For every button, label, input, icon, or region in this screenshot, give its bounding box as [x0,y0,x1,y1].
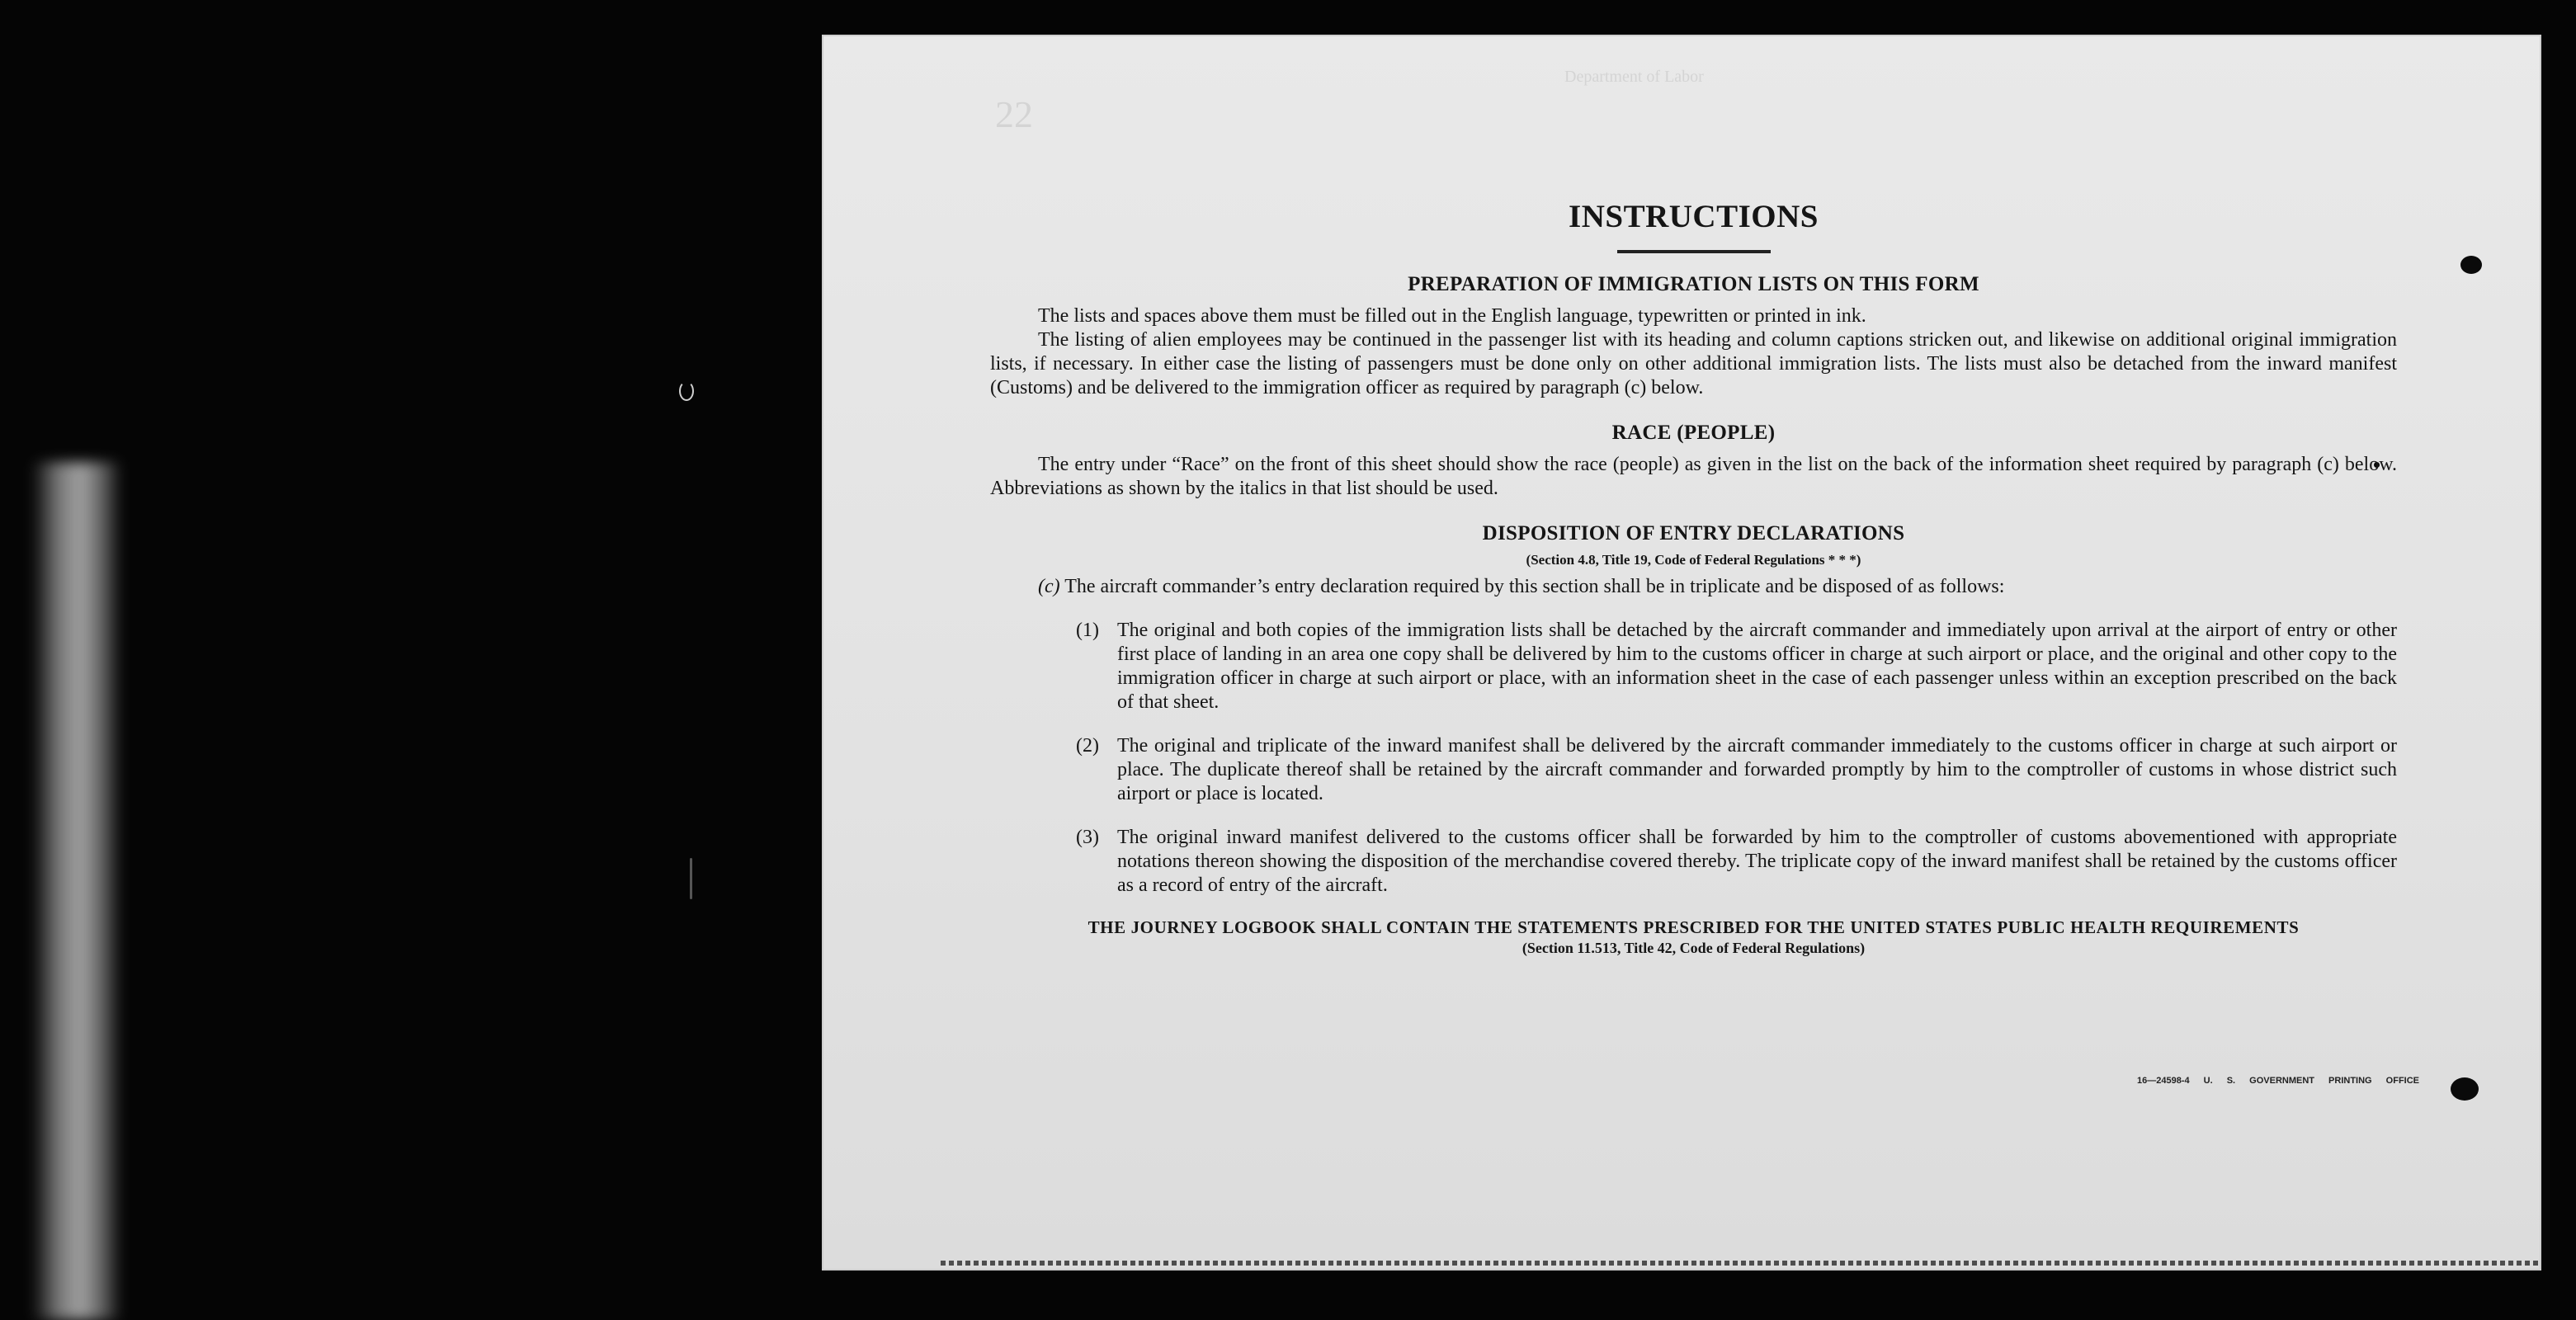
list-item-text: The original and triplicate of the inward manifest shall be delivered by the aircraft commander immediately to the customs officer in charge at such airport or place. The duplicate thereof shall be retained by the aircraft commander and forwarded promptly by him to the comptroller of customs in whose district such airport or place is located. [1117,735,2397,804]
closing-citation: (Section 11.513, Title 42, Code of Federal Regulations) [1522,940,1866,956]
film-speck [690,858,692,899]
title-underline [1617,250,1771,253]
section-heading-disposition: DISPOSITION OF ENTRY DECLARATIONS [1482,522,1905,544]
ink-blot [2451,1077,2479,1101]
printer-name: U. S. GOVERNMENT PRINTING OFFICE [2203,1076,2419,1086]
film-speck [679,381,694,401]
paragraph: The listing of alien employees may be continued in the passenger list with its heading and column captions stricken out, and likewise on additional original immigration lists, if necessary. In either case the listing of passengers must be done only on other additional immigration lists. The lists must also be detached from the inward manifest (Customs) and be delivered to the immigration officer as required by paragraph (c) below. [990,329,2397,398]
sheet-perforation [941,1261,2541,1266]
list-item [1076,734,2397,806]
film-edge-glow [31,462,122,1320]
instructions-document [990,198,2397,957]
paragraph: The lists and spaces above them must be filled out in the English language, typewritten or printed in ink. [1038,305,1866,327]
list-item-text: The original inward manifest delivered to the customs officer shall be forwarded by him to the comptroller of customs abovementioned with appropriate notations thereon showing the disposition of the merchandise covered thereby. The triplicate copy of the inward manifest shall be retained by the customs officer as a record of entry of the aircraft. [1117,827,2397,896]
bleed-through-number: 22 [995,93,1033,135]
closing-statement: THE JOURNEY LOGBOOK SHALL CONTAIN THE STATEMENTS PRESCRIBED FOR THE UNITED STATES PUBLIC HEALTH REQUIREMENTS [1087,917,2300,937]
section-heading-race: RACE (PEOPLE) [1611,422,1776,444]
list-item-number: (1) [1076,620,1099,641]
ink-blot [2460,256,2482,274]
paragraph: The entry under “Race” on the front of this sheet should show the race (people) as given in the list on the back of the information sheet required by paragraph (c) below. Abbreviations as shown by the italics in that list should be used. [990,454,2397,499]
list-item-number: (3) [1076,827,1099,848]
bleed-through-text: Department of Labor [1564,68,1704,86]
printer-footer [2137,1076,2419,1086]
intro-clause [1038,575,2397,599]
section-subheading: (Section 4.8, Title 19, Code of Federal Regulations * * *) [1526,552,1861,568]
list-item [1076,619,2397,714]
section-heading-preparation: PREPARATION OF IMMIGRATION LISTS ON THIS FORM [1408,273,1979,295]
form-number: 16—24598-4 [2136,1076,2190,1086]
list-item [1076,826,2397,898]
list-item-text: The original and both copies of the immigration lists shall be detached by the aircraft commander and immediately upon arrival at the airport of entry or other first place of landing in an area one copy shall be delivered by him to the customs officer in charge at such airport or place, and the original and other copy to the immigration officer in charge at such airport or place, with an information sheet in the case of each passenger unless within an exception prescribed on the back of that sheet. [1117,620,2397,713]
document-title: INSTRUCTIONS [1569,199,1819,234]
clause-label: (c) [1038,576,1060,597]
clause-text: The aircraft commander’s entry declaration required by this section shall be in triplicate and be disposed of as follows: [1064,576,2005,597]
list-item-number: (2) [1076,735,1099,757]
